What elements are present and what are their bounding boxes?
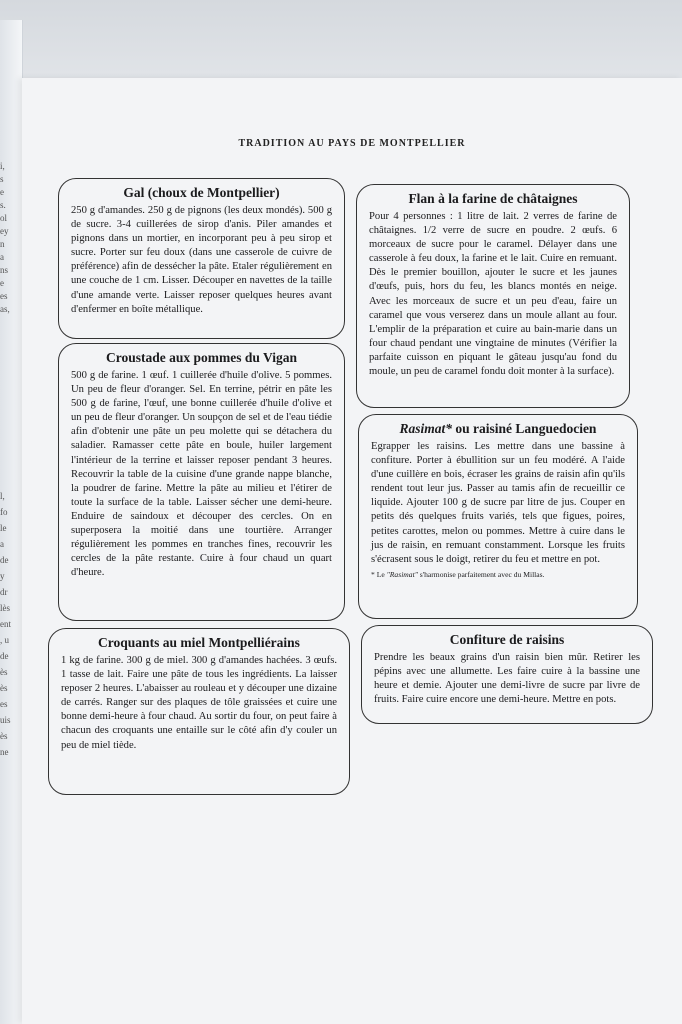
- footnote-prefix: * Le: [371, 569, 387, 579]
- recipe-box-croquants: [48, 628, 350, 795]
- left-page-text-fragment: ol: [0, 213, 8, 223]
- left-page-text-fragment: s: [0, 174, 4, 184]
- left-page-edge: [0, 20, 23, 1024]
- recipe-body: 1 kg de farine. 300 g de miel. 300 g d'amandes hachées. 3 œufs. 1 tasse de lait. Faire une pâte de tous les ingrédients. La laisser reposer 2 heures. L'abaisser au rouleau et y découper une dizaine de carrés. Ranger sur des plaques de tôle graissées et cuire une bonne demi-heure à four chaud. Au sortir du four, on peut faire à chacun des croquants une entaille sur le côté afin d'y couler un peu de miel tiède.: [61, 655, 337, 751]
- recipe-body: Prendre les beaux grains d'un raisin bien mûr. Retirer les pépins avec une allumette. Les faire cuire à la bassine une heure et demie. Ajouter une demi-livre de sucre par livre de fruits. Faire cuire encore une demi-heure. Mettre en pots.: [374, 652, 640, 706]
- recipe-box-confiture: [361, 625, 653, 724]
- left-page-text-fragment: ey: [0, 226, 9, 236]
- recipe-box-rasimat: [358, 414, 638, 619]
- left-page-text-fragment: lès: [0, 603, 10, 613]
- recipe-title: Croquants au miel Montpelliérains: [98, 635, 300, 650]
- recipe-title: Confiture de raisins: [449, 632, 565, 647]
- left-page-text-fragment: dr: [0, 587, 8, 597]
- left-page-text-fragment: , u: [0, 635, 9, 645]
- left-page-text-fragment: y: [0, 571, 5, 581]
- left-page-text-fragment: ès: [0, 667, 8, 677]
- left-page-text-fragment: l,: [0, 491, 5, 501]
- left-page-text-fragment: uis: [0, 715, 11, 725]
- left-page-text-fragment: i,: [0, 161, 5, 171]
- left-page-text-fragment: a: [0, 252, 4, 262]
- recipe-box-gal: [58, 178, 345, 339]
- recipe-title: [371, 421, 625, 437]
- recipe-box-croustade: [58, 343, 345, 621]
- footnote: [371, 569, 625, 580]
- left-page-text-fragment: as,: [0, 304, 10, 314]
- left-page-text-fragment: ns: [0, 265, 9, 275]
- left-page-text-fragment: es: [0, 291, 8, 301]
- left-page-text-fragment: ès: [0, 731, 8, 741]
- left-page-text-fragment: s.: [0, 200, 6, 210]
- recipe-body: Pour 4 personnes : 1 litre de lait. 2 verres de farine de châtaignes. 1/2 verre de sucre en poudre. 2 œufs. 6 morceaux de sucre pour le caramel. Délayer dans une casserole à feu doux, la farine et le lait. Cuire en remuant. Dès le premier bouillon, ajouter le sucre et les jaunes d'œufs, puis, hors du feu, les blancs montés en neige. Avec les morceaux de sucre et un peu d'eau, faire un caramel que vous verserez dans un moule allant au four. L'emplir de la préparation et cuire au bain-marie dans un four chaud pendant une vingtaine de minutes (Vérifier la parfaite cuisson en piquant le gâteau jusqu'au fond du moule, un peu de caramel fondu doit monter à la surface).: [369, 211, 617, 378]
- recipe-title: Flan à la farine de châtaignes: [408, 191, 578, 206]
- recipe-body: Egrapper les raisins. Les mettre dans une bassine à confiture. Porter à ébullition sur un feu modéré. A l'aide d'une cuillère en bois, écraser les grains de raisin afin qu'ils rendent tout leur jus. Passer au tamis afin de recueillir ce liquide. Ajouter 100 g de sucre par litre de jus. Couper en petits dés quelques fruits variés, tels que figues, poires, petites carottes, melon ou pommes. Mettre à cuire dans le jus de raisin, en remuant constamment. Lorsque les fruits s'écrasent sous le doigt, retirer du feu et mettre en pot.: [371, 441, 625, 565]
- recipe-title-rest: ou raisiné Languedocien: [452, 421, 597, 436]
- footnote-rest: s'harmonise parfaitement avec du Millas.: [417, 569, 545, 579]
- left-page-text-fragment: le: [0, 523, 7, 533]
- recipe-title: Gal (choux de Montpellier): [123, 185, 280, 200]
- left-page-text-fragment: es: [0, 699, 8, 709]
- left-page-text-fragment: e: [0, 187, 4, 197]
- left-page-text-fragment: a: [0, 539, 4, 549]
- recipe-box-flan: [356, 184, 630, 408]
- left-page-text-fragment: de: [0, 555, 9, 565]
- left-page-text-fragment: e: [0, 278, 4, 288]
- recipe-title-italic: Rasimat*: [399, 421, 453, 436]
- left-page-text-fragment: ent: [0, 619, 11, 629]
- footnote-italic: "Rasimat": [386, 569, 418, 579]
- recipe-title: Croustade aux pommes du Vigan: [105, 350, 298, 365]
- left-page-text-fragment: n: [0, 239, 5, 249]
- left-page-text-fragment: ne: [0, 747, 9, 757]
- left-page-text-fragment: de: [0, 651, 9, 661]
- recipe-body: 500 g de farine. 1 œuf. 1 cuillerée d'huile d'olive. 5 pommes. Un peu de fleur d'oranger. Sel. En terrine, pétrir en pâte les 500 g de farine, l'œuf, une bonne cuillerée d'huile d'olive et un peu de fleur d'oranger. Un soupçon de sel et de l'eau tiédie afin d'obtenir une pâte un peu molette qui se détachera du saladier. Ramasser cette pâte en boule, huiler largement l'intérieur de la terrine et laisser reposer pendant 3 heures. Recouvrir la table de la cuisine d'une grande nappe blanche, la poudrer de farine. Mettre la pâte au milieu et l'étirer de toute la surface de la table. Laisser sécher une demi-heure. Enduire de saindoux et découper des cercles. On en superposera la moitié dans une tourtière. Arranger régulièrement les pommes en tranches fines, recouvrir les cercles de la pâte restante. Cuire à four chaud un quart d'heure.: [71, 370, 332, 579]
- left-page-text-fragment: fo: [0, 507, 8, 517]
- left-page-text-fragment: ès: [0, 683, 8, 693]
- recipe-body: 250 g d'amandes. 250 g de pignons (les deux mondés). 500 g de sucre. 3-4 cuillerées de sirop d'anis. Piler amandes et pignons dans un mortier, en incorporant peu à peu sirop et sucre. Porter sur feu doux (dans une casserole de cuivre de préférence) afin de dessécher la pâte. Etaler régulièrement en une couche de 1 cm. Lisser. Découper en navettes de la taille d'une amande verte. Laisser reposer quelques heures avant d'enfermer en boîte métallique.: [71, 205, 332, 315]
- running-head: TRADITION AU PAYS DE MONTPELLIER: [238, 138, 466, 149]
